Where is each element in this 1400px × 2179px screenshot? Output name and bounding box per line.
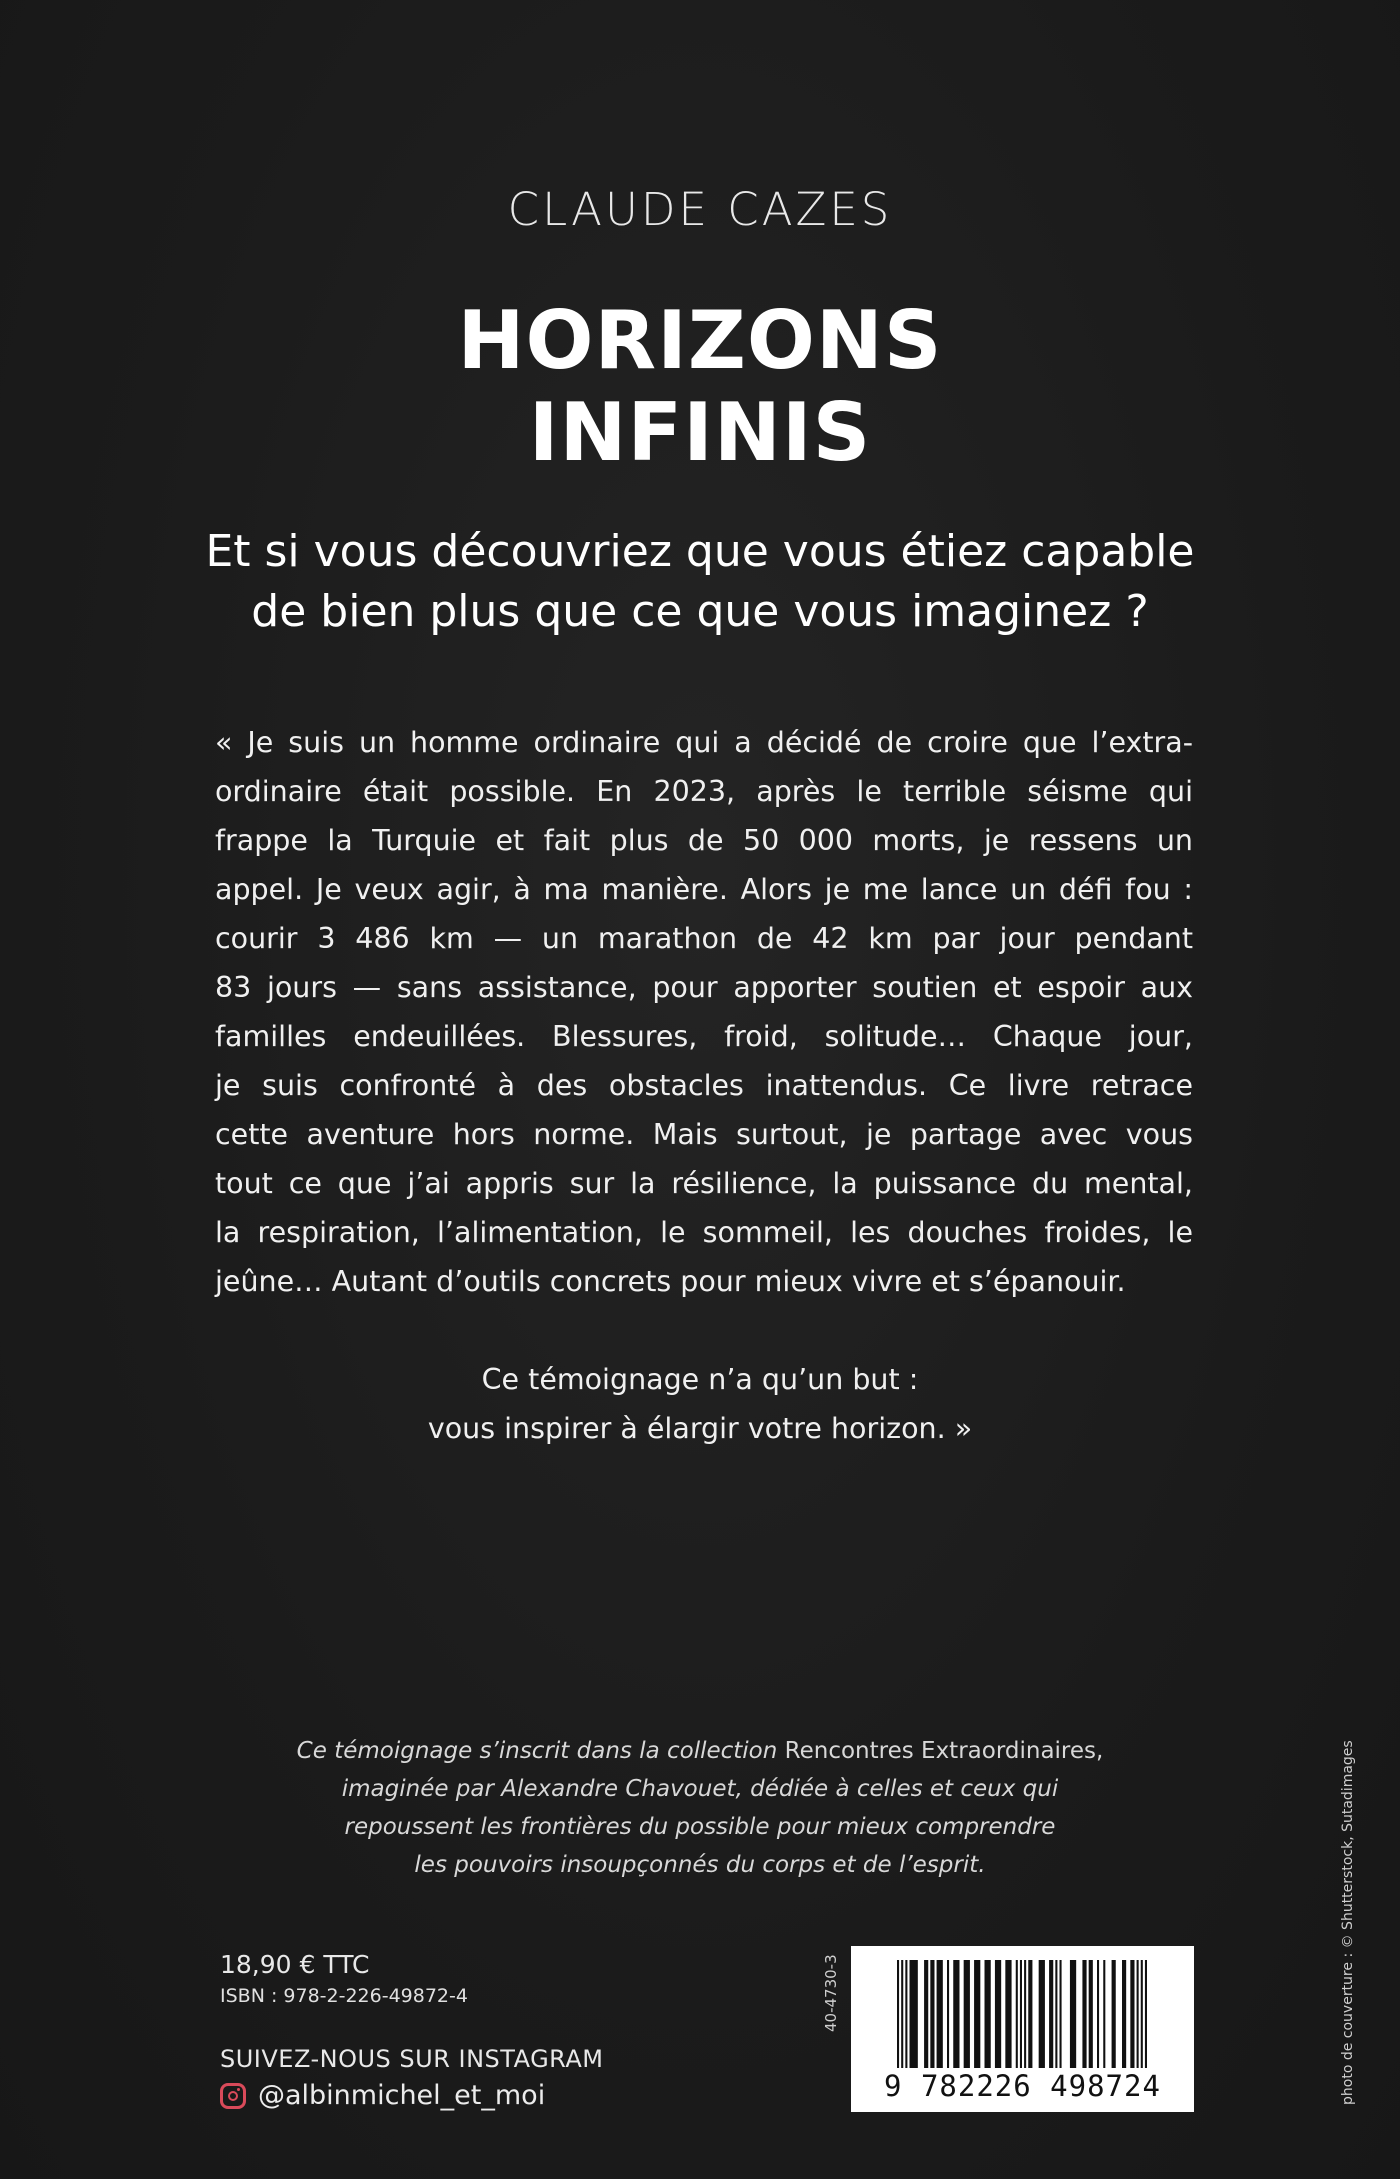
barcode-bar [947, 1960, 949, 2068]
barcode-bar [1020, 1960, 1022, 2068]
blurb-line: appel. Je veux agir, à ma manière. Alors je me lance un défi fou : [215, 873, 1193, 906]
barcode-bar [1141, 1960, 1143, 2068]
book-title-line-2: INFINIS [528, 386, 872, 479]
instagram-icon [220, 2083, 246, 2109]
barcode-bar [937, 1960, 943, 2068]
blurb-line: cette aventure hors norme. Mais surtout, je partage avec vous [215, 1118, 1193, 1151]
barcode-bar [1103, 1960, 1105, 2068]
barcode-number: 9 782226 498724 [884, 2069, 1161, 2103]
barcode-bar [995, 1960, 1001, 2068]
tagline-line-2: de bien plus que ce que vous imaginez ? [251, 586, 1149, 637]
barcode-bar [897, 1960, 899, 2068]
blurb-line: jeûne… Autant d’outils concrets pour mieux vivre et s’épanouir. [215, 1265, 1126, 1298]
isbn: ISBN : 978-2-226-49872-4 [220, 1985, 468, 2007]
instagram-handle: @albinmichel_et_moi [258, 2080, 546, 2111]
barcode-bar [1145, 1960, 1147, 2068]
author-name: CLAUDE CAZES [507, 183, 893, 236]
barcode-bar [1112, 1960, 1116, 2068]
barcode-bar [1097, 1960, 1099, 2068]
barcode-bar [924, 1960, 928, 2068]
blurb-line: frappe la Turquie et fait plus de 50 000 morts, je ressens un [215, 824, 1193, 857]
photo-credit: photo de couverture : © Shutterstock, Sutadimages [1340, 1740, 1356, 2105]
collection-line-4: les pouvoirs insoupçonnés du corps et de l’esprit. [414, 1852, 986, 1878]
barcode-bar [1055, 1960, 1057, 2068]
barcode-bar [964, 1960, 970, 2068]
barcode-bar [1137, 1960, 1139, 2068]
blurb-line: je suis confronté à des obstacles inattendus. Ce livre retrace [215, 1069, 1193, 1102]
barcode-bar [910, 1960, 918, 2068]
barcode-code: 40-4730-3 [822, 1954, 840, 2032]
barcode-bar [1049, 1960, 1053, 2068]
barcode-bar [1024, 1960, 1026, 2068]
collection-note [0, 1732, 1400, 1884]
collection-line-3: repoussent les frontières du possible pour mieux comprendre [344, 1814, 1056, 1840]
barcode-bar [1005, 1960, 1011, 2068]
blurb-line: ordinaire était possible. En 2023, après le terrible séisme qui [215, 775, 1193, 808]
barcode-bar [1082, 1960, 1086, 2068]
blurb-line: 83 jours — sans assistance, pour apporter soutien et espoir aux [215, 971, 1193, 1004]
barcode-bar [1122, 1960, 1126, 2068]
barcode-bar [930, 1960, 934, 2068]
barcode-bar [1028, 1960, 1032, 2068]
blurb-line: courir 3 486 km — un marathon de 42 km par jour pendant [215, 922, 1193, 955]
barcode-bar [1016, 1960, 1018, 2068]
tagline [0, 522, 1400, 642]
blurb-line: tout ce que j’ai appris sur la résilience, la puissance du mental, [215, 1167, 1193, 1200]
book-title-line-1: HORIZONS [457, 294, 943, 387]
barcode-bar [901, 1960, 903, 2068]
barcode-bar [1060, 1960, 1062, 2068]
book-title [0, 295, 1400, 479]
closing-quote [0, 1355, 1400, 1453]
blurb-line: « Je suis un homme ordinaire qui a décidé de croire que l’extra- [215, 726, 1193, 759]
instagram-link[interactable] [220, 2080, 545, 2111]
barcode-bar [974, 1960, 980, 2068]
barcode-bar [1039, 1960, 1045, 2068]
barcode-bar [905, 1960, 907, 2068]
tagline-line-1: Et si vous découvriez que vous étiez capable [205, 526, 1195, 577]
collection-line-1 [0, 1732, 1400, 1770]
blurb-line: la respiration, l’alimentation, le sommeil, les douches froides, le [215, 1216, 1193, 1249]
barcode [851, 1946, 1194, 2112]
barcode-bar [1070, 1960, 1076, 2068]
collection-name: Rencontres Extraordinaires, [784, 1738, 1104, 1764]
follow-instagram-label: SUIVEZ-NOUS SUR INSTAGRAM [220, 2045, 604, 2073]
closing-line-2: vous inspirer à élargir votre horizon. » [427, 1412, 973, 1445]
closing-line-1: Ce témoignage n’a qu’un but : [481, 1363, 919, 1396]
barcode-bar [953, 1960, 959, 2068]
price: 18,90 € TTC [220, 1950, 370, 1979]
blurb-line: familles endeuillées. Blessures, froid, solitude… Chaque jour, [215, 1020, 1193, 1053]
barcode-bar [1089, 1960, 1093, 2068]
barcode-bar [1130, 1960, 1134, 2068]
collection-line-2: imaginée par Alexandre Chavouet, dédiée à celles et ceux qui [341, 1776, 1059, 1802]
blurb-text [215, 718, 1193, 1306]
collection-line-1-prefix: Ce témoignage s’inscrit dans la collection [296, 1738, 785, 1764]
barcode-bar [985, 1960, 991, 2068]
